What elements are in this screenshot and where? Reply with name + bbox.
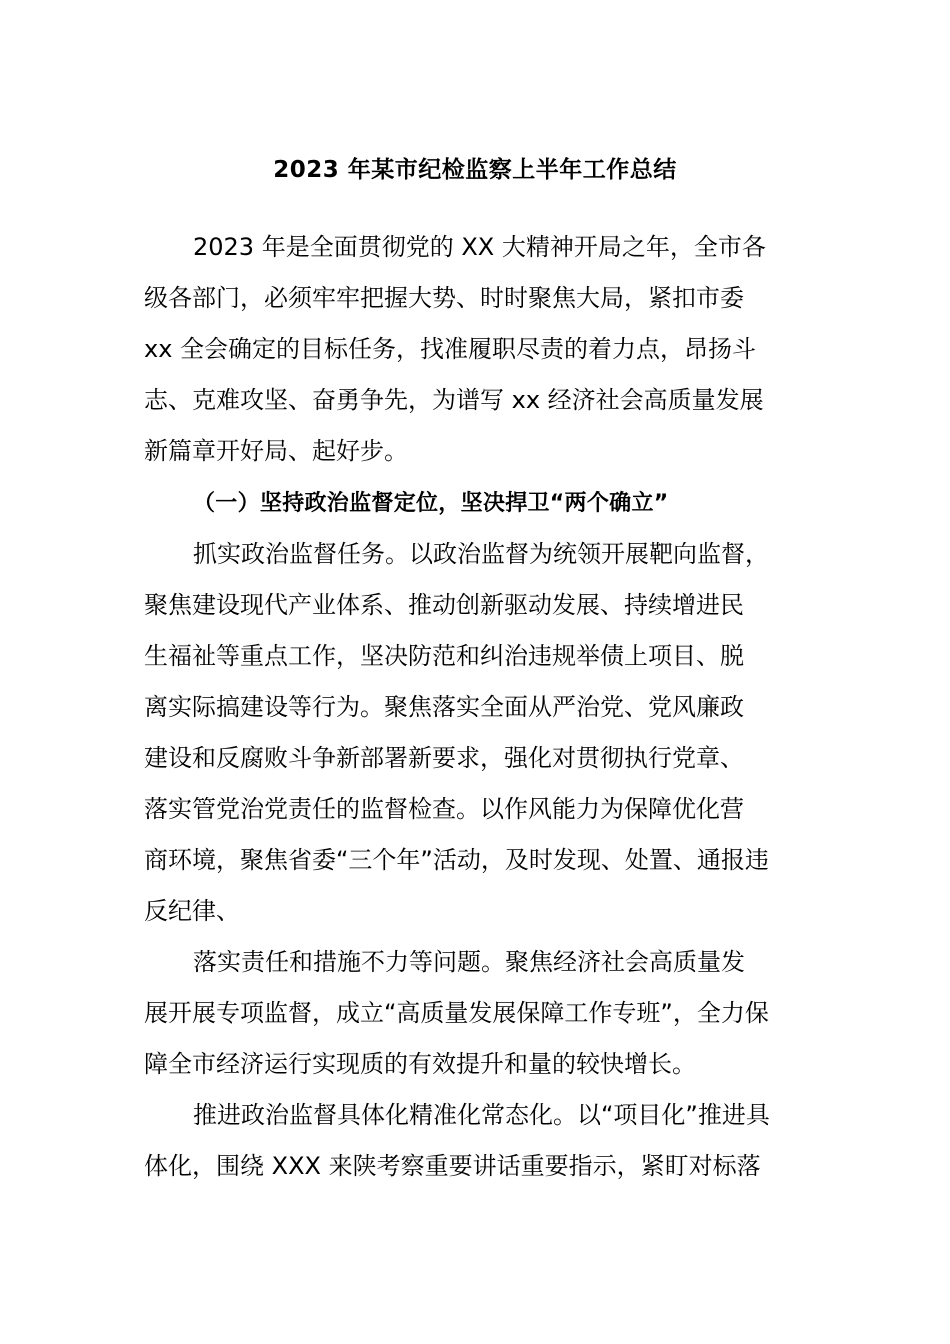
paragraph-2-line-2: 聚焦建设现代产业体系、推动创新驱动发展、持续增进民 — [144, 591, 744, 619]
document-title: 2023 年某市纪检监察上半年工作总结 — [273, 157, 677, 183]
paragraph-1-line-5: 新篇章开好局、起好步。 — [144, 437, 408, 465]
section-1-heading: （一）坚持政治监督定位，坚决捍卫“两个确立” — [193, 491, 669, 516]
paragraph-3-line-1: 落实责任和措施不力等问题。聚焦经济社会高质量发 — [193, 948, 745, 976]
paragraph-1-line-4: 志、克难攻坚、奋勇争先，为谱写 xx 经济社会高质量发展 — [144, 386, 764, 414]
paragraph-2-line-1: 抓实政治监督任务。以政治监督为统领开展靶向监督， — [193, 540, 769, 568]
paragraph-1-line-1: 2023 年是全面贯彻党的 XX 大精神开局之年，全市各 — [193, 233, 766, 261]
paragraph-1-line-3: xx 全会确定的目标任务，找准履职尽责的着力点，昂扬斗 — [144, 335, 757, 363]
paragraph-2-line-6: 落实管党治党责任的监督检查。以作风能力为保障优化营 — [144, 795, 744, 823]
paragraph-2-line-4: 离实际搞建设等行为。聚焦落实全面从严治党、党风廉政 — [144, 693, 744, 721]
paragraph-2-line-8: 反纪律、 — [144, 897, 240, 925]
paragraph-1-line-2: 级各部门，必须牢牢把握大势、时时聚焦大局，紧扣市委 — [144, 284, 744, 312]
paragraph-4-line-2: 体化，围绕 XXX 来陕考察重要讲话重要指示，紧盯对标落 — [144, 1152, 761, 1180]
paragraph-3-line-2: 展开展专项监督，成立“高质量发展保障工作专班”，全力保 — [144, 999, 769, 1027]
paragraph-3-line-3: 障全市经济运行实现质的有效提升和量的较快增长。 — [144, 1050, 696, 1078]
paragraph-4-line-1: 推进政治监督具体化精准化常态化。以“项目化”推进具 — [193, 1101, 770, 1129]
paragraph-2-line-3: 生福祉等重点工作，坚决防范和纠治违规举债上项目、脱 — [144, 642, 744, 670]
paragraph-2-line-5: 建设和反腐败斗争新部署新要求，强化对贯彻执行党章、 — [144, 744, 744, 772]
paragraph-2-line-7: 商环境，聚焦省委“三个年”活动，及时发现、处置、通报违 — [144, 846, 769, 874]
